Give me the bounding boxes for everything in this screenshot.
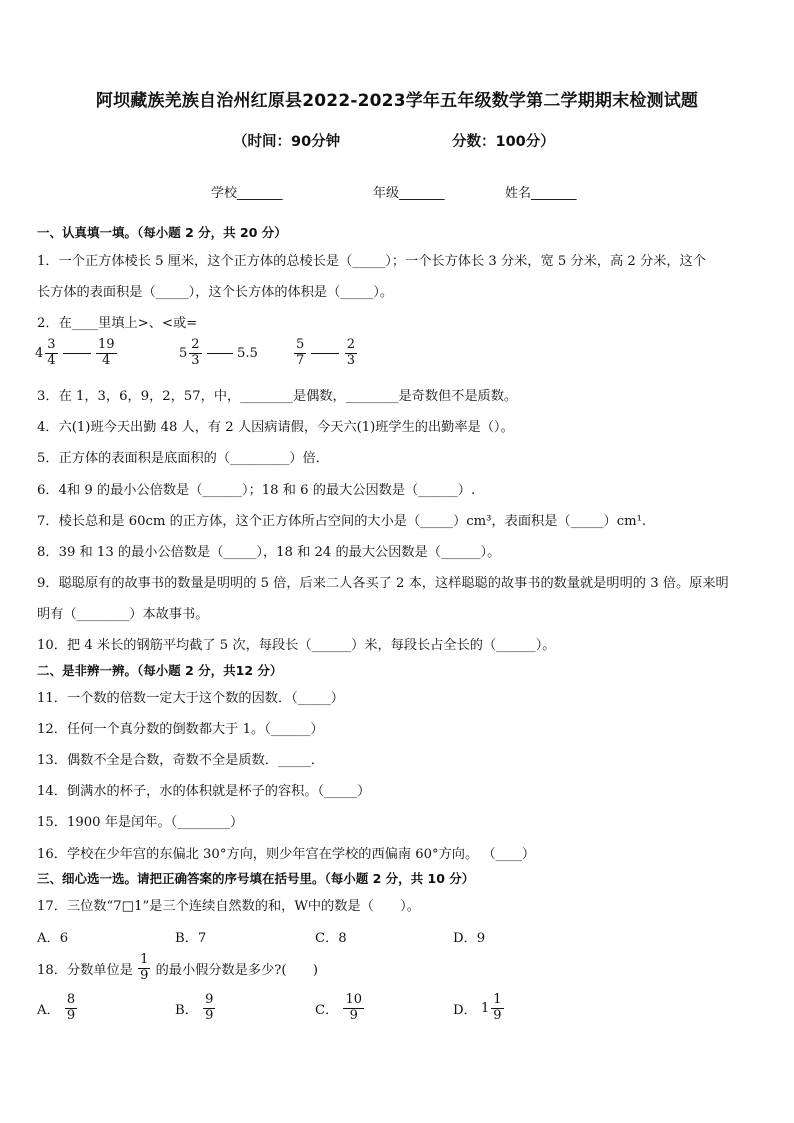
question-15: 15．1900 年是闰年。（________） [37,815,244,830]
question-18-suffix: 的最小假分数是多少?( ) [155,962,319,978]
question-13: 13．偶数不全是合数，奇数不全是质数．_____． [37,753,325,768]
exam-score: 分数：100分） [452,134,555,150]
question-17-option-a: A．6 [37,931,69,946]
question-18-option-d: D． 1 $\frac{1}{9}$ [453,992,502,1023]
whole-number: 1 [480,1000,490,1016]
answer-blank [207,352,233,354]
question-18-option-c: C． $\frac{10}{9}$ [315,992,363,1023]
whole-number: 5 [179,345,188,361]
fraction: $\frac{1}{9}$ [493,992,502,1023]
question-2-item-c [293,338,358,369]
question-16: 16．学校在少年宫的东偏北 30°方向，则少年宫在学校的西偏南 60°方向。 （____） [37,847,536,862]
question-14: 14．倒满水的杯子，水的体积就是杯子的容积。（_____） [37,784,371,799]
exam-time: （时间：90分钟 [233,134,341,150]
question-3: 3．在 1，3，6，9，2，57，中，________是偶数，________是奇数但不是质数。 [37,389,518,404]
fraction: $\frac{9}{9}$ [205,992,214,1023]
decimal-value: 5.5 [236,345,258,361]
question-9-line-2: 明有（________）本故事书。 [37,607,209,622]
fraction: $\frac{5}{7}$ [296,337,305,368]
answer-blank [63,352,91,354]
grade-field: 年级_______ [373,186,445,201]
question-2-item-b [179,338,258,369]
section-heading-1: 一、认真填一填。（每小题 2 分，共 20 分） [37,225,287,240]
question-17-option-b: B．7 [175,931,207,946]
question-11: 11．一个数的倍数一定大于这个数的因数．（_____） [37,691,344,706]
fraction: $\frac{2}{3}$ [346,337,355,368]
answer-blank [311,352,339,354]
question-6: 6．4和 9 的最小公倍数是（______）；18 和 6 的最大公因数是（______）. [37,483,476,498]
whole-number: 4 [35,345,44,361]
question-9-line-1: 9．聪聪原有的故事书的数量是明明的 5 倍，后来二人各买了 2 本，这样聪聪的故事书的数量就是明明的 3 倍。原来明 [37,576,729,591]
question-5: 5．正方体的表面积是底面积的（_________）倍． [37,451,329,466]
fraction: $\frac{2}{3}$ [191,337,200,368]
section-heading-3: 三、细心选一选。请把正确答案的序号填在括号里。（每小题 2 分，共 10 分） [37,871,475,886]
fraction: $\frac{3}{4}$ [47,337,56,368]
question-17-option-d: D．9 [453,931,486,946]
question-12: 12．任何一个真分数的倒数都大于 1。（______） [37,722,324,737]
section-heading-2: 二、是非辨一辨。（每小题 2 分，共12 分） [37,663,283,678]
question-18-prefix: 18．分数单位是 [37,962,133,978]
question-7: 7．棱长总和是 60cm 的正方体，这个正方体所占空间的大小是（_____）cm³，表面积是（_____）cm¹. [37,514,647,529]
name-field: 姓名_______ [505,186,577,201]
question-18 [37,953,318,984]
question-18-option-b: B． $\frac{9}{9}$ [175,992,214,1023]
question-18-option-a: A． $\frac{8}{9}$ [37,992,76,1023]
page-title: 阿坝藏族羌族自治州红原县2022-2023学年五年级数学第二学期期末检测试题 [95,91,699,111]
fraction: $\frac{8}{9}$ [66,992,76,1023]
question-1-line-1: 1．一个正方体棱长 5 厘米，这个正方体的总棱长是（_____）；一个长方体长 3 分米，宽 5 分米，高 2 分米，这个 [37,254,706,269]
question-8: 8．39 和 13 的最小公倍数是（_____），18 和 24 的最大公因数是（______）。 [37,545,501,560]
fraction: $\frac{1}{9}$ [140,952,149,983]
question-17: 17．三位数“7□1”是三个连续自然数的和，W中的数是（ ）。 [37,899,420,914]
question-10: 10．把 4 米长的钢筋平均截了 5 次，每段长（______）米，每段长占全长的（______）。 [37,638,556,653]
question-17-option-c: C．8 [315,931,347,946]
school-field: 学校_______ [211,186,283,201]
fraction: $\frac{19}{4}$ [97,337,115,368]
fraction: $\frac{10}{9}$ [345,992,363,1023]
question-4: 4．六(1)班今天出勤 48 人，有 2 人因病请假，今天六(1)班学生的出勤率是（）。 [37,420,514,435]
question-1-line-2: 长方体的表面积是（_____），这个长方体的体积是（_____）。 [37,285,394,300]
question-2-item-a [35,338,118,369]
question-2: 2．在____里填上>、<或= [37,316,198,331]
